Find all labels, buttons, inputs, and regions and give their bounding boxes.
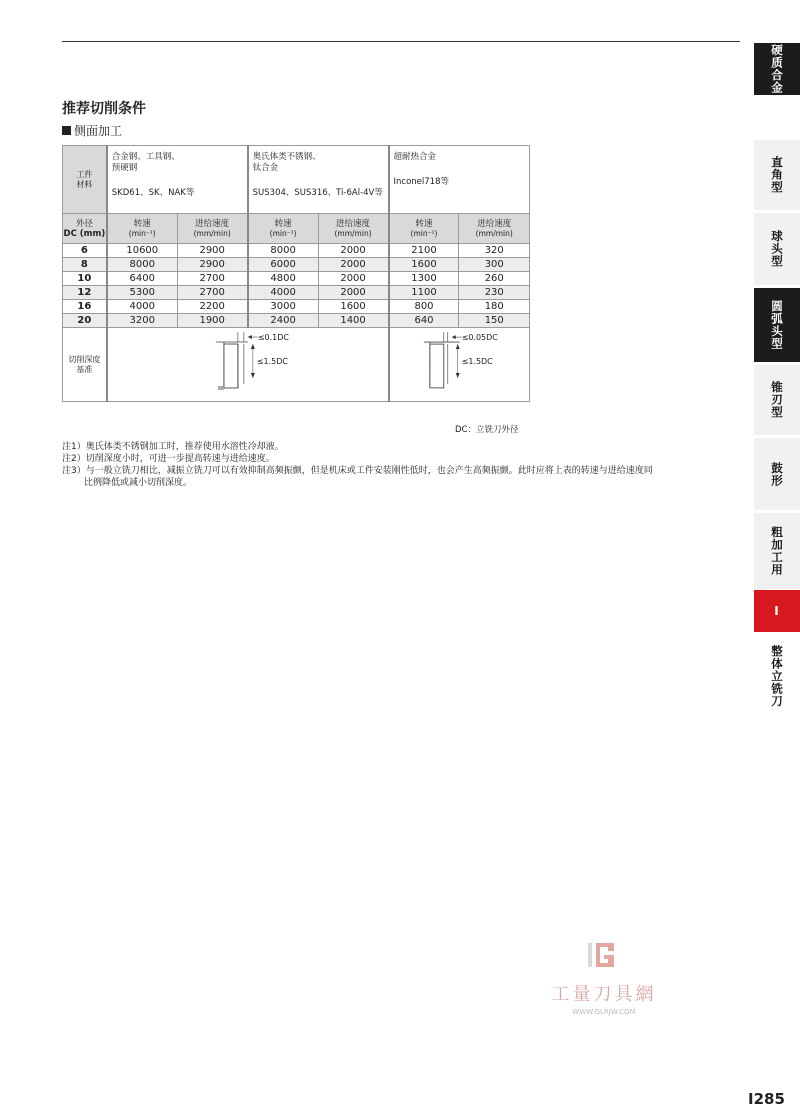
feed-cell: 2700 — [177, 272, 247, 286]
speed-cell: 4800 — [248, 272, 318, 286]
material-group-1: 合金钢、工具钢、 预硬钢 SKD61、SK、NAK等 — [107, 146, 248, 214]
speed-cell: 2100 — [389, 244, 459, 258]
section-title: 推荐切削条件 — [62, 101, 146, 117]
top-rule — [62, 41, 740, 42]
feed-cell: 320 — [459, 244, 530, 258]
svg-text:≤1.5DC: ≤1.5DC — [256, 357, 288, 367]
dc-note: DC：立铣刀外径 — [455, 425, 519, 435]
dc-cell: 6 — [63, 244, 107, 258]
speed-cell: 3200 — [107, 314, 177, 328]
dc-header: 外径 DC (mm) — [63, 214, 107, 244]
dc-cell: 8 — [63, 258, 107, 272]
feed-header: 进给速度 (mm/min) — [459, 214, 530, 244]
depth-row — [63, 328, 530, 402]
page-number: I285 — [748, 1090, 785, 1108]
speed-cell: 5300 — [107, 286, 177, 300]
note-3-continued: 比例降低或减小切削深度。 — [84, 478, 193, 488]
feed-cell: 150 — [459, 314, 530, 328]
speed-cell: 10600 — [107, 244, 177, 258]
svg-text:≤0.1DC: ≤0.1DC — [257, 333, 289, 343]
tab-carbide[interactable]: 硬质合金 — [754, 43, 800, 95]
tab-taper[interactable]: 锥刃型 — [754, 365, 800, 435]
table-row — [63, 244, 530, 258]
tab-radius[interactable]: 圆弧头型 — [754, 288, 800, 362]
table-row — [63, 300, 530, 314]
depth-diagram-b-icon — [390, 328, 529, 401]
speed-cell: 1600 — [389, 258, 459, 272]
tab-barrel[interactable]: 鼓形 — [754, 438, 800, 510]
speed-cell: 1300 — [389, 272, 459, 286]
feed-cell: 230 — [459, 286, 530, 300]
dc-cell: 12 — [63, 286, 107, 300]
tab-solid-endmill: 整体立铣刀 — [754, 636, 800, 716]
table-row — [63, 314, 530, 328]
tab-ball[interactable]: 球头型 — [754, 213, 800, 285]
dc-cell: 10 — [63, 272, 107, 286]
feed-header: 进给速度 (mm/min) — [318, 214, 388, 244]
side-tabs — [754, 0, 800, 1120]
note-2: 注2）切削深度小时，可进一步提高转速与进给速度。 — [62, 454, 275, 464]
material-label: 工件 材料 — [63, 146, 107, 214]
feed-cell: 2900 — [177, 244, 247, 258]
tab-square[interactable]: 直角型 — [754, 140, 800, 210]
feed-cell: 2000 — [318, 286, 388, 300]
notes — [62, 441, 742, 489]
table-row — [63, 272, 530, 286]
feed-cell: 2900 — [177, 258, 247, 272]
speed-cell: 1100 — [389, 286, 459, 300]
speed-cell: 6400 — [107, 272, 177, 286]
speed-cell: 800 — [389, 300, 459, 314]
watermark-text: 工量刀具網 — [551, 984, 657, 1005]
feed-cell: 2700 — [177, 286, 247, 300]
speed-header: 转速 (min⁻¹) — [389, 214, 459, 244]
speed-cell: 640 — [389, 314, 459, 328]
tab-section-i[interactable]: I — [754, 590, 800, 632]
feed-cell: 2000 — [318, 272, 388, 286]
watermark-url: WWW.GLRJW.COM — [572, 1008, 636, 1016]
speed-cell: 4000 — [107, 300, 177, 314]
tab-roughing[interactable]: 粗加工用 — [754, 513, 800, 589]
table-row — [63, 258, 530, 272]
material-group-2: 奥氏体类不锈钢、 钛合金 SUS304、SUS316、Ti-6Al-4V等 — [248, 146, 389, 214]
column-header-row — [63, 214, 530, 244]
feed-cell: 260 — [459, 272, 530, 286]
speed-cell: 6000 — [248, 258, 318, 272]
depth-label: 切削深度 基准 — [63, 328, 107, 402]
feed-cell: 180 — [459, 300, 530, 314]
watermark-logo-icon — [574, 940, 634, 970]
depth-diagram-b — [389, 328, 530, 402]
table-row — [63, 286, 530, 300]
depth-diagram-a-icon — [108, 328, 388, 401]
speed-cell: 8000 — [248, 244, 318, 258]
watermark — [534, 940, 674, 1020]
note-3: 注3）与一般立铣刀相比，减振立铣刀可以有效抑制高频振颤，但是机床或工件安装刚性低时，也会产生高频振颤。此时应将上表的转速与进给速度同 — [62, 466, 653, 476]
speed-header: 转速 (min⁻¹) — [248, 214, 318, 244]
feed-cell: 2200 — [177, 300, 247, 314]
note-1: 注1）奥氏体类不锈钢加工时，推荐使用水溶性冷却液。 — [62, 442, 284, 452]
svg-text:≤0.05DC: ≤0.05DC — [461, 333, 498, 343]
speed-cell: 3000 — [248, 300, 318, 314]
speed-cell: 8000 — [107, 258, 177, 272]
speed-header: 转速 (min⁻¹) — [107, 214, 177, 244]
cutting-conditions-table — [62, 145, 530, 402]
speed-cell: 4000 — [248, 286, 318, 300]
svg-text:≤1.5DC: ≤1.5DC — [461, 357, 493, 367]
feed-cell: 300 — [459, 258, 530, 272]
feed-cell: 1600 — [318, 300, 388, 314]
dc-cell: 20 — [63, 314, 107, 328]
speed-cell: 2400 — [248, 314, 318, 328]
material-group-3: 超耐热合金 Inconel718等 — [389, 146, 530, 214]
depth-diagram-a — [107, 328, 389, 402]
subsection-title: 侧面加工 — [62, 122, 122, 139]
feed-cell: 1900 — [177, 314, 247, 328]
dc-cell: 16 — [63, 300, 107, 314]
feed-header: 进给速度 (mm/min) — [177, 214, 247, 244]
feed-cell: 2000 — [318, 258, 388, 272]
feed-cell: 1400 — [318, 314, 388, 328]
square-bullet-icon — [62, 126, 71, 135]
feed-cell: 2000 — [318, 244, 388, 258]
